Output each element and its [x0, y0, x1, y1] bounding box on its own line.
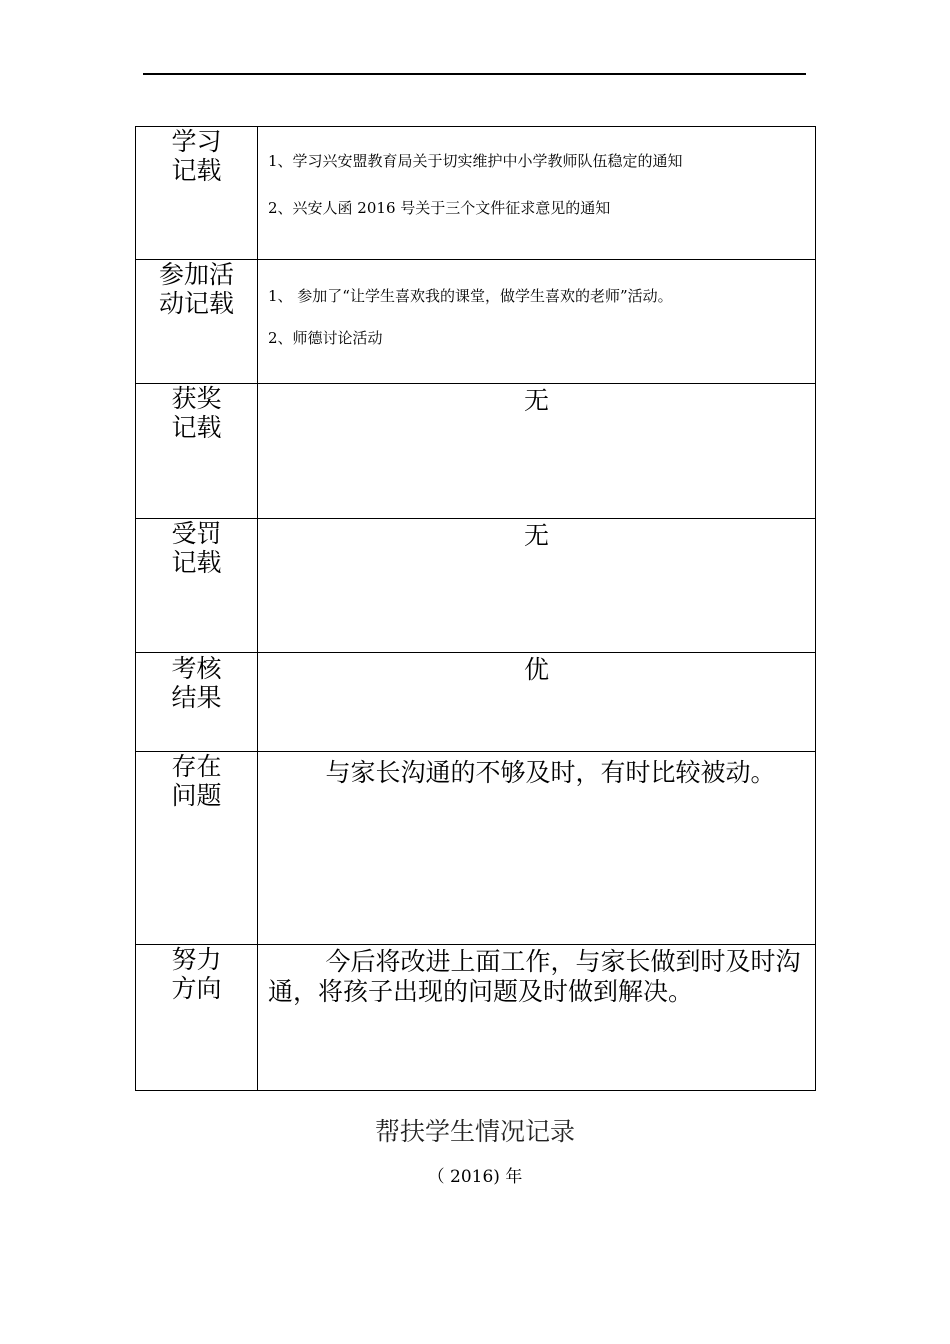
row-awards-record: [136, 384, 816, 519]
content-penalties-record: [258, 519, 816, 653]
content-existing-problems: [258, 752, 816, 945]
content-awards-record: [258, 384, 816, 519]
assessment-value: 优: [523, 655, 549, 684]
record-table: [135, 126, 816, 1091]
row-improvement-direction: [136, 945, 816, 1091]
content-assessment-result: [258, 653, 816, 752]
label-activities-record: 参加活 动记载: [136, 260, 258, 384]
label-study-record: 学习 记载: [136, 127, 258, 260]
content-study-record: [258, 127, 816, 260]
content-activities-record: [258, 260, 816, 384]
label-improvement-direction: 努力 方向: [136, 945, 258, 1091]
section-title: 帮扶学生情况记录: [374, 1117, 575, 1146]
label-assessment-result: 考核 结果: [136, 653, 258, 752]
header-rule: [143, 73, 806, 75]
row-activities-record: [136, 260, 816, 384]
section-year: （ 2016) 年: [427, 1167, 523, 1187]
row-existing-problems: [136, 752, 816, 945]
content-improvement-direction: [258, 945, 816, 1091]
direction-text: 今后将改进上面工作，与家长做到时及时沟通，将孩子出现的问题及时做到解决。: [268, 947, 801, 1006]
awards-value: 无: [523, 386, 549, 415]
row-assessment-result: [136, 653, 816, 752]
study-item-2: 2、兴安人函 2016 号关于三个文件征求意见的通知: [268, 199, 611, 217]
row-penalties-record: [136, 519, 816, 653]
penalties-value: 无: [523, 521, 549, 550]
label-awards-record: 获奖 记载: [136, 384, 258, 519]
activity-item-2: 2、师德讨论活动: [268, 329, 383, 347]
label-existing-problems: 存在 问题: [136, 752, 258, 945]
study-item-1: 1、学习兴安盟教育局关于切实维护中小学教师队伍稳定的通知: [268, 152, 683, 170]
label-penalties-record: 受罚 记载: [136, 519, 258, 653]
activity-item-1: 1、 参加了“让学生喜欢我的课堂，做学生喜欢的老师”活动。: [268, 287, 673, 305]
row-study-record: [136, 127, 816, 260]
problems-text: 与家长沟通的不够及时，有时比较被动。: [325, 758, 776, 787]
